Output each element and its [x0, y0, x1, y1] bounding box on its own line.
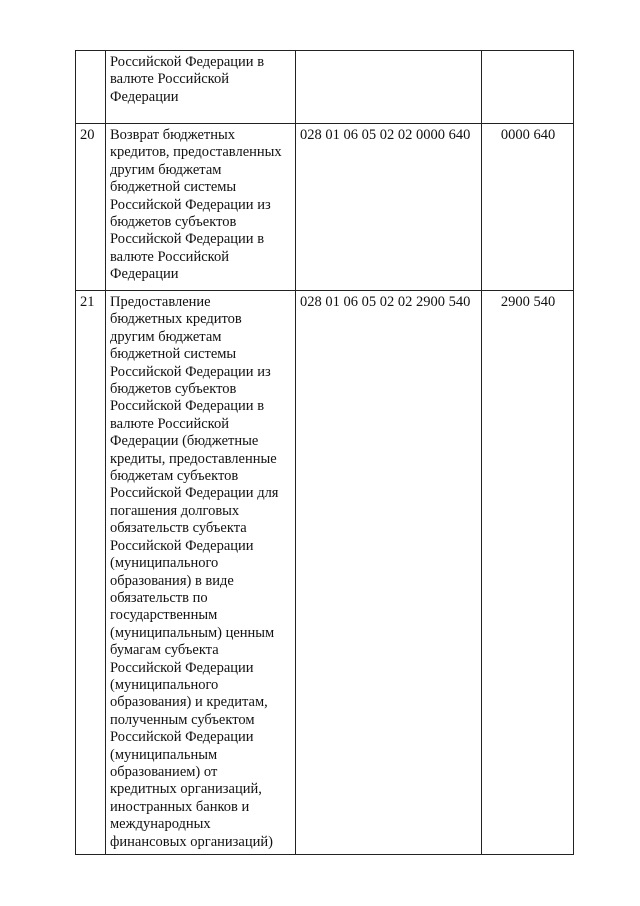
- row-name-line: другим бюджетам: [110, 328, 222, 345]
- row-name-line: Российской Федерации: [110, 659, 254, 676]
- row-name-line: бюджетной системы: [110, 346, 237, 363]
- row-name-line: Предоставление: [110, 294, 211, 310]
- row-name-line: образования) в виде: [110, 572, 234, 589]
- row-name-line: бюджетов субъектов: [110, 381, 237, 398]
- row-code-cell: [296, 51, 482, 124]
- row-name-line: кредитных организаций,: [110, 781, 262, 798]
- row-name-line: Российской Федерации из: [110, 196, 271, 213]
- budget-code-table: [75, 50, 574, 855]
- row-number-cell: [76, 51, 106, 124]
- row-name-line: (муниципальным) ценным: [110, 624, 275, 641]
- row-name-line: бюджетов субъектов: [110, 214, 237, 231]
- row-name-line: финансовых организаций): [110, 833, 273, 850]
- row-name-line: Российской Федерации в: [110, 398, 265, 415]
- row-name-line: образования) и кредитам,: [110, 694, 268, 711]
- row-name-line: обязательств субъекта: [110, 520, 247, 537]
- row-name-line: валюте Российской: [110, 71, 229, 88]
- row-name-line: кредиты, предоставленные: [110, 450, 277, 467]
- row-name-line: бумагам субъекта: [110, 642, 219, 659]
- row-name-line: Возврат бюджетных: [110, 127, 235, 143]
- row-name-line: Федерации: [110, 266, 179, 283]
- row-name-line: (муниципальным: [110, 746, 218, 763]
- row-name-line: бюджетной системы: [110, 179, 237, 196]
- row-number-cell: 21: [76, 291, 106, 855]
- row-name-cell: [106, 51, 296, 124]
- row-name-line: государственным: [110, 607, 218, 624]
- row-name-line: полученным субъектом: [110, 711, 255, 728]
- row-name-line: погашения долговых: [110, 502, 240, 519]
- row-name-line: валюте Российской: [110, 415, 229, 432]
- row-name-line: обязательств по: [110, 589, 208, 606]
- table-row: [76, 51, 574, 124]
- row-name-line: Российской Федерации в: [110, 54, 265, 70]
- row-name-line: кредитов, предоставленных: [110, 144, 282, 161]
- row-name-line: валюте Российской: [110, 248, 229, 265]
- table-body: [76, 51, 574, 855]
- row-name-line: Российской Федерации для: [110, 485, 279, 502]
- row-name-line: образованием) от: [110, 763, 218, 780]
- row-code-cell: 028 01 06 05 02 02 2900 540: [296, 291, 482, 855]
- row-name-line: иностранных банков и: [110, 798, 250, 815]
- row-short-code-cell: 0000 640: [482, 124, 574, 291]
- row-short-code-cell: 2900 540: [482, 291, 574, 855]
- row-name-line: Российской Федерации: [110, 537, 254, 554]
- row-name-line: международных: [110, 816, 211, 833]
- row-name-line: Российской Федерации: [110, 729, 254, 746]
- row-name-line: Российской Федерации из: [110, 363, 271, 380]
- table-row: [76, 124, 574, 291]
- table-row: [76, 291, 574, 855]
- row-name-line: Федерации: [110, 88, 179, 105]
- row-name-cell: [106, 124, 296, 291]
- row-name-cell: [106, 291, 296, 855]
- row-name-line: другим бюджетам: [110, 161, 222, 178]
- row-short-code-cell: [482, 51, 574, 124]
- row-name-line: Российской Федерации в: [110, 231, 265, 248]
- row-name-line: (муниципального: [110, 676, 219, 693]
- row-name-line: бюджетам субъектов: [110, 468, 239, 485]
- row-code-cell: 028 01 06 05 02 02 0000 640: [296, 124, 482, 291]
- row-name-line: Федерации (бюджетные: [110, 433, 259, 450]
- row-name-line: (муниципального: [110, 555, 219, 572]
- row-number-cell: 20: [76, 124, 106, 291]
- row-name-line: бюджетных кредитов: [110, 311, 242, 328]
